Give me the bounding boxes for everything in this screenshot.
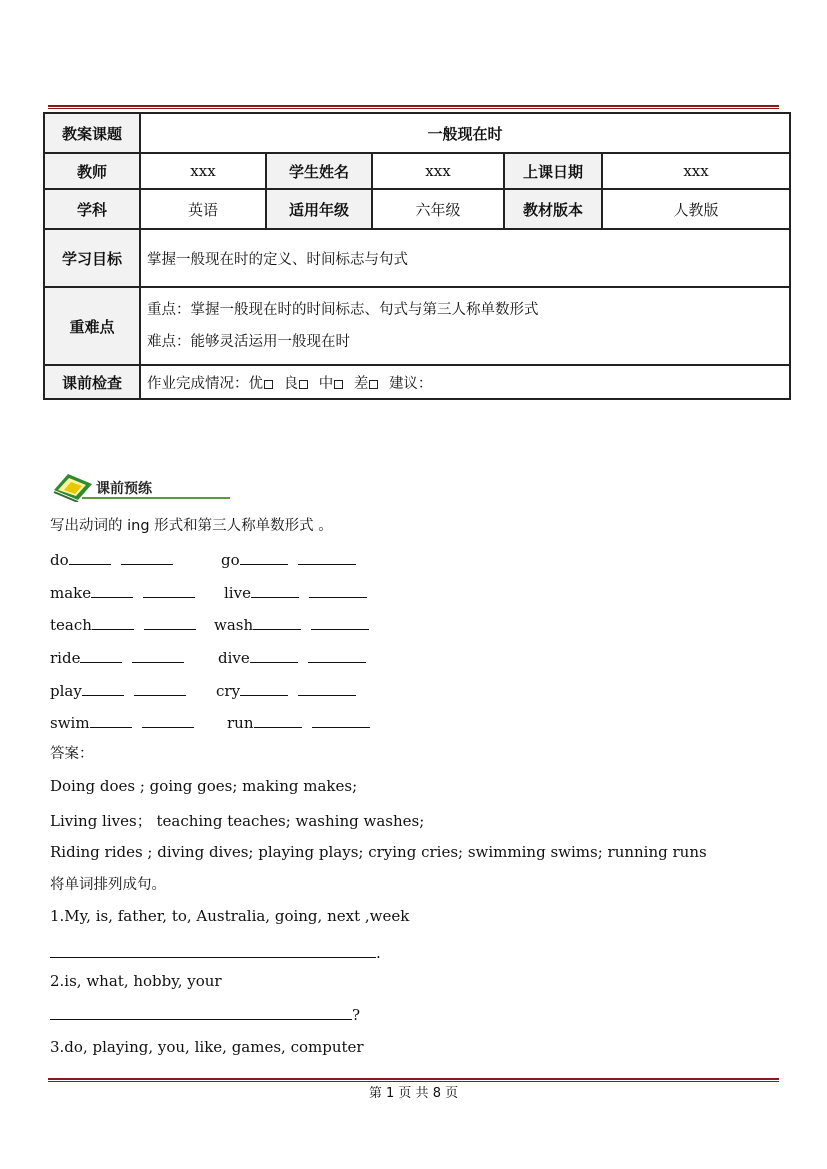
date-label: 上课日期 (504, 153, 602, 189)
answer-blank[interactable] (311, 615, 369, 630)
answer-blank[interactable] (80, 648, 122, 663)
q1-instruction: 写出动词的 ing 形式和第三人称单数形式 。 (50, 518, 333, 534)
topic-label: 教案课题 (44, 113, 140, 153)
answer-blank[interactable] (253, 615, 301, 630)
verb-item (216, 681, 356, 700)
answer-line: Living lives； teaching teaches; washing washes; (50, 812, 425, 830)
student-label: 学生姓名 (266, 153, 372, 189)
verb-item (214, 615, 369, 634)
section-underline (82, 497, 230, 499)
answer-blank[interactable] (90, 713, 132, 728)
answer-blank[interactable] (250, 648, 298, 663)
q2-instruction: 将单词排列成句。 (50, 877, 166, 893)
answer-blank[interactable] (50, 1005, 352, 1020)
answer-blank[interactable] (142, 713, 194, 728)
verb-item (50, 681, 186, 700)
answer-line: Riding rides ; diving dives; playing plays; crying cries; swimming swims; running runs (50, 843, 707, 861)
edition-label: 教材版本 (504, 189, 602, 229)
keypoints-label: 重难点 (44, 287, 140, 365)
answer-blank[interactable] (308, 648, 366, 663)
verb-word: make (50, 584, 92, 602)
verb-word: do (50, 551, 69, 569)
subject-label: 学科 (44, 189, 140, 229)
sentence-item: 2.is, what, hobby, your (50, 972, 222, 990)
verb-item (227, 713, 370, 732)
sentence-item: 3.do, playing, you, like, games, computer (50, 1038, 364, 1056)
date-value: xxx (602, 153, 790, 189)
answers-label: 答案： (50, 746, 94, 762)
grade-label: 适用年级 (266, 189, 372, 229)
row-topic (44, 113, 790, 153)
keypoint-line: 重点：掌握一般现在时的时间标志、句式与第三人称单数形式 (147, 302, 539, 318)
answer-blank[interactable] (298, 550, 356, 565)
verb-word: teach (50, 616, 92, 634)
teacher-label: 教师 (44, 153, 140, 189)
verb-word: play (50, 682, 82, 700)
subject-value: 英语 (140, 189, 266, 229)
row-check (44, 365, 790, 399)
verb-word: go (221, 551, 240, 569)
teacher-value: xxx (140, 153, 266, 189)
verb-item (50, 713, 194, 732)
verb-item (218, 648, 366, 667)
answer-blank[interactable] (69, 550, 111, 565)
check-label: 课前检查 (44, 365, 140, 399)
check-opt-fair: 中 (318, 375, 334, 392)
verb-word: dive (218, 649, 250, 667)
check-opt-poor: 差 (353, 375, 369, 392)
answer-blank[interactable] (254, 713, 302, 728)
section-title: 课前预练 (96, 481, 152, 497)
checkbox-good[interactable] (299, 380, 308, 389)
student-value: xxx (372, 153, 504, 189)
check-opt-good: 良 (283, 375, 299, 392)
answer-blank[interactable] (240, 681, 288, 696)
answer-line: Doing does ; going goes; making makes; (50, 777, 358, 795)
answer-blank[interactable] (121, 550, 173, 565)
verb-word: live (224, 584, 251, 602)
sentence-item: 1.My, is, father, to, Australia, going, next ,week (50, 907, 410, 925)
answer-blank[interactable] (143, 583, 195, 598)
edition-value: 人教版 (602, 189, 790, 229)
check-prefix: 作业完成情况：优 (147, 375, 263, 392)
header-rule (48, 105, 779, 109)
row-teacher (44, 153, 790, 189)
answer-blank[interactable] (91, 583, 133, 598)
checkbox-poor[interactable] (369, 380, 378, 389)
row-subject (44, 189, 790, 229)
answer-blank[interactable] (82, 681, 124, 696)
answer-blank[interactable] (92, 615, 134, 630)
verb-item (221, 550, 356, 569)
check-value (140, 365, 790, 399)
row-keypoints (44, 287, 790, 365)
verb-word: cry (216, 682, 241, 700)
answer-blank[interactable] (132, 648, 184, 663)
page-footer: 第 1 页 共 8 页 (368, 1086, 459, 1101)
blank-end-punct: ? (352, 1006, 361, 1024)
topic-value: 一般现在时 (140, 113, 790, 153)
verb-word: run (227, 714, 254, 732)
grade-value: 六年级 (372, 189, 504, 229)
goal-label: 学习目标 (44, 229, 140, 287)
answer-blank-row (50, 1005, 360, 1024)
difficulty-line: 难点：能够灵活运用一般现在时 (147, 334, 350, 350)
answer-blank[interactable] (50, 943, 376, 958)
verb-item (224, 583, 367, 602)
verb-item (50, 615, 196, 634)
answer-blank[interactable] (240, 550, 288, 565)
blank-end-punct: . (376, 944, 381, 962)
verb-word: wash (214, 616, 254, 634)
verb-item (50, 583, 195, 602)
verb-item (50, 648, 184, 667)
answer-blank[interactable] (144, 615, 196, 630)
answer-blank[interactable] (309, 583, 367, 598)
answer-blank[interactable] (298, 681, 356, 696)
checkbox-excellent[interactable] (264, 380, 273, 389)
verb-word: ride (50, 649, 81, 667)
row-goal (44, 229, 790, 287)
answer-blank[interactable] (251, 583, 299, 598)
check-suffix: 建议： (388, 375, 433, 392)
verb-item (50, 550, 173, 569)
goal-value: 掌握一般现在时的定义、时间标志与句式 (140, 229, 790, 287)
verb-word: swim (50, 714, 90, 732)
checkbox-fair[interactable] (334, 380, 343, 389)
answer-blank-row (50, 943, 381, 962)
answer-blank[interactable] (312, 713, 370, 728)
lesson-plan-table (43, 112, 791, 400)
section-header (52, 470, 182, 502)
answer-blank[interactable] (134, 681, 186, 696)
